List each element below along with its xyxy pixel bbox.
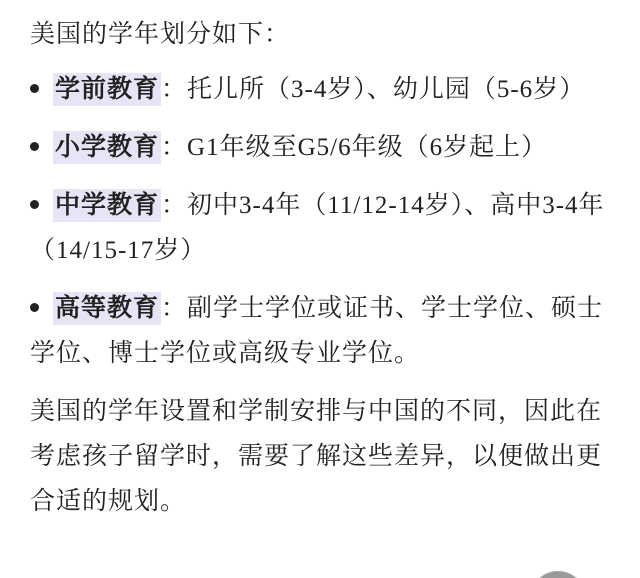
list-item-primary [30, 125, 612, 170]
term-primary: 小学教育 [53, 131, 161, 164]
list-item-preschool [30, 67, 612, 112]
term-separator: ： [161, 76, 188, 103]
floating-action-button[interactable] [530, 571, 586, 578]
closing-text: 美国的学年设置和学制安排与中国的不同，因此在考虑孩子留学时，需要了解这些差异，以便做出更合适的规划。 [30, 398, 603, 515]
term-separator: ： [161, 134, 188, 161]
intro-text: 美国的学年划分如下： [30, 21, 291, 48]
bullet-icon [30, 142, 39, 151]
term-higher: 高等教育 [53, 292, 161, 325]
bullet-icon [30, 200, 39, 209]
bullet-icon [30, 84, 39, 93]
term-preschool: 学前教育 [53, 73, 161, 106]
term-secondary: 中学教育 [53, 189, 161, 222]
list-item-higher [30, 286, 612, 376]
bullet-icon [30, 303, 39, 312]
description-primary: G1年级至G5/6年级（6岁起上） [187, 134, 548, 161]
description-higher: 副学士学位或证书、学士学位、硕士学位、博士学位或高级专业学位。 [30, 295, 604, 367]
description-secondary: 初中3-4年（11/12-14岁）、高中3-4年（14/15-17岁） [30, 192, 605, 264]
list-item-secondary [30, 183, 612, 273]
term-separator: ： [161, 295, 188, 322]
term-separator: ： [161, 192, 188, 219]
description-preschool: 托儿所（3-4岁）、幼儿园（5-6岁） [187, 76, 586, 103]
